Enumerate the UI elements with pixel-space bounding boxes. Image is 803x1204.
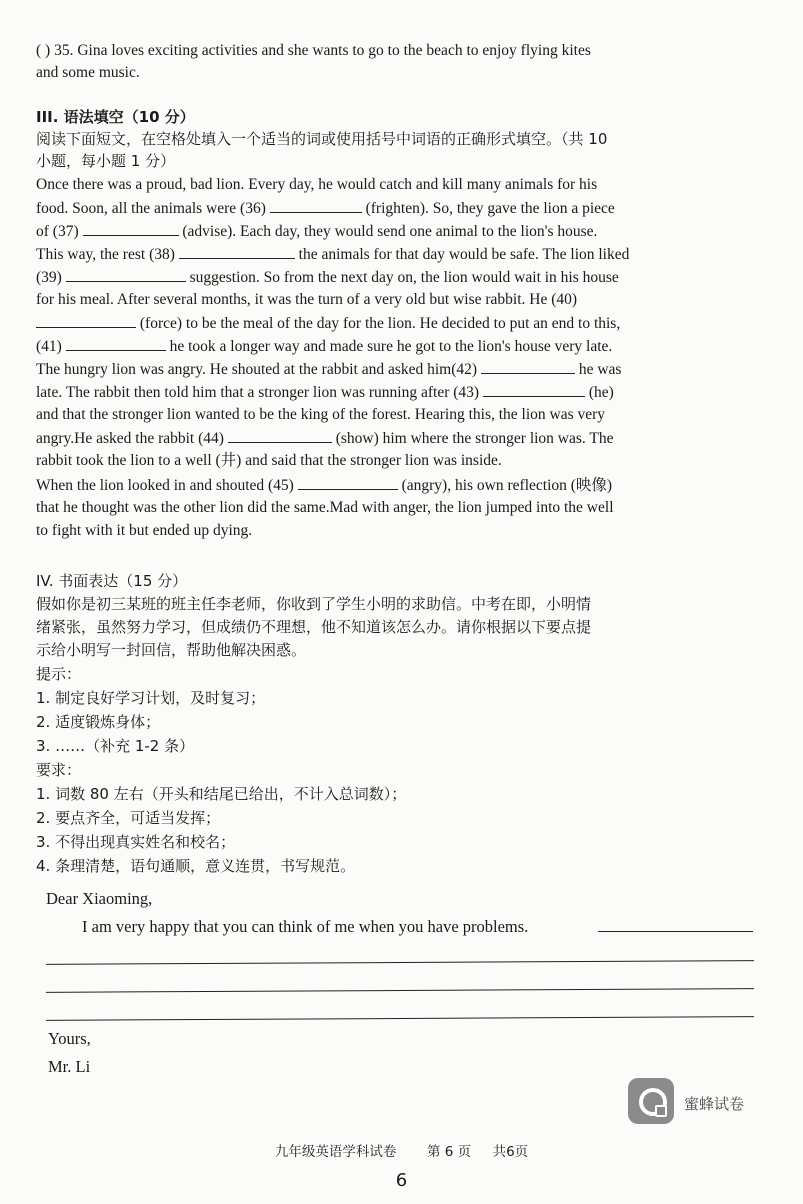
passage-line: [36, 197, 743, 220]
tip-item: 3. ……（补充 1-2 条）: [36, 737, 195, 755]
answer-blank-37[interactable]: [83, 220, 179, 236]
passage-line: [36, 474, 743, 497]
requirement-item: 4. 条理清楚，语句通顺，意义连贯，书写规范。: [36, 857, 356, 875]
section-iii-instruction-1: 阅读下面短文，在空格处填入一个适当的词或使用括号中词语的正确形式填空。（共 10: [36, 130, 608, 148]
question-35-line2: and some music.: [36, 64, 140, 81]
passage-text: he took a longer way and made sure he got to the lion's house very late.: [169, 338, 613, 355]
passage-text: (39): [36, 269, 62, 286]
writing-line[interactable]: [598, 931, 753, 932]
letter-salutation: Dear Xiaoming,: [46, 889, 153, 908]
passage-text: (frighten). So, they gave the lion a piece: [365, 200, 615, 217]
requirement-item: 2. 要点齐全，可适当发挥；: [36, 809, 221, 827]
passage-line: for his meal. After several months, it was the turn of a very old but wise rabbit. He (40): [36, 291, 578, 308]
passage-text: (41): [36, 338, 62, 355]
section-iii-instruction-2: 小题，每小题 1 分）: [36, 152, 176, 170]
answer-blank-38[interactable]: [179, 243, 295, 259]
tip-item: 1. 制定良好学习计划，及时复习；: [36, 689, 266, 707]
writing-line[interactable]: [46, 960, 754, 965]
letter-signature: Mr. Li: [48, 1057, 91, 1076]
bee-logo-icon: [628, 1078, 674, 1124]
writing-line[interactable]: [46, 988, 754, 993]
question-35-line1: ( ) 35. Gina loves exciting activities and she wants to go to the beach to enjoy flying kites: [36, 42, 591, 59]
passage-line: [36, 381, 743, 404]
passage-line: [36, 243, 743, 266]
passage-line: [36, 427, 743, 450]
answer-blank-43[interactable]: [483, 381, 585, 397]
answer-blank-41[interactable]: [66, 335, 166, 351]
section-iv-heading: IV. 书面表达（15 分）: [36, 572, 188, 590]
passage-line: [36, 358, 743, 381]
watermark-text: 蜜蜂试卷: [684, 1095, 745, 1113]
answer-blank-36[interactable]: [270, 197, 362, 213]
answer-blank-45[interactable]: [298, 474, 398, 490]
tips-label: 提示：: [36, 665, 82, 683]
answer-blank-39[interactable]: [66, 266, 186, 282]
passage-text: (advise). Each day, they would send one animal to the lion's house.: [182, 223, 598, 240]
requirement-item: 1. 词数 80 左右（开头和结尾已给出，不计入总词数）；: [36, 785, 407, 803]
passage-text: (he): [588, 384, 614, 401]
writing-task-line: 绪紧张，虽然努力学习，但成绩仍不理想，他不知道该怎么办。请你根据以下要点提: [36, 618, 592, 636]
passage-text: he was: [578, 361, 622, 378]
requirements-label: 要求：: [36, 761, 82, 779]
answer-blank-40[interactable]: [36, 312, 136, 328]
passage-line: [36, 335, 743, 358]
passage-text: of (37): [36, 223, 79, 240]
passage-line: rabbit took the lion to a well (井) and said that the stronger lion was inside.: [36, 452, 502, 469]
page-info: 第 6 页 共6页: [426, 1144, 529, 1160]
page-number: 6: [395, 1170, 408, 1191]
passage-text: late. The rabbit then told him that a stronger lion was running after (43): [36, 384, 480, 401]
page-footer: [0, 1140, 803, 1160]
passage-text: When the lion looked in and shouted (45): [36, 477, 294, 494]
section-iii-heading: III. 语法填空（10 分）: [36, 108, 195, 126]
passage-line: [36, 220, 743, 243]
passage-line: and that the stronger lion wanted to be the king of the forest. Hearing this, the lion was very: [36, 406, 606, 423]
passage-text: food. Soon, all the animals were (36): [36, 200, 266, 217]
passage-text: suggestion. So from the next day on, the lion would wait in his house: [189, 269, 619, 286]
passage-text: (angry), his own reflection (映像): [401, 477, 613, 494]
passage-line: [36, 312, 743, 335]
writing-task-line: 假如你是初三某班的班主任李老师，你收到了学生小明的求助信。中考在即，小明情: [36, 595, 592, 613]
passage-text: (show) him where the stronger lion was. The: [335, 430, 614, 447]
passage-line: to fight with it but ended up dying.: [36, 522, 253, 539]
passage-line: Once there was a proud, bad lion. Every day, he would catch and kill many animals for his: [36, 176, 598, 193]
passage-text: The hungry lion was angry. He shouted at the rabbit and asked him(42): [36, 361, 478, 378]
passage-text: the animals for that day would be safe. The lion liked: [298, 246, 630, 263]
answer-blank-42[interactable]: [481, 358, 575, 374]
passage-text: angry.He asked the rabbit (44): [36, 430, 224, 447]
answer-blank-44[interactable]: [228, 427, 332, 443]
passage-line: [36, 266, 743, 289]
exam-title: 九年级英语学科试卷: [274, 1144, 397, 1160]
writing-line[interactable]: [46, 1016, 754, 1021]
tip-item: 2. 适度锻炼身体；: [36, 713, 161, 731]
passage-text: (force) to be the meal of the day for the lion. He decided to put an end to this,: [139, 315, 621, 332]
letter-closing: Yours,: [48, 1029, 91, 1048]
requirement-item: 3. 不得出现真实姓名和校名；: [36, 833, 236, 851]
passage-text: This way, the rest (38): [36, 246, 175, 263]
writing-task-line: 示给小明写一封回信，帮助他解决困惑。: [36, 641, 307, 659]
passage-line: that he thought was the other lion did the same.Mad with anger, the lion jumped into the well: [36, 499, 614, 516]
letter-opening: I am very happy that you can think of me when you have problems.: [82, 917, 529, 936]
